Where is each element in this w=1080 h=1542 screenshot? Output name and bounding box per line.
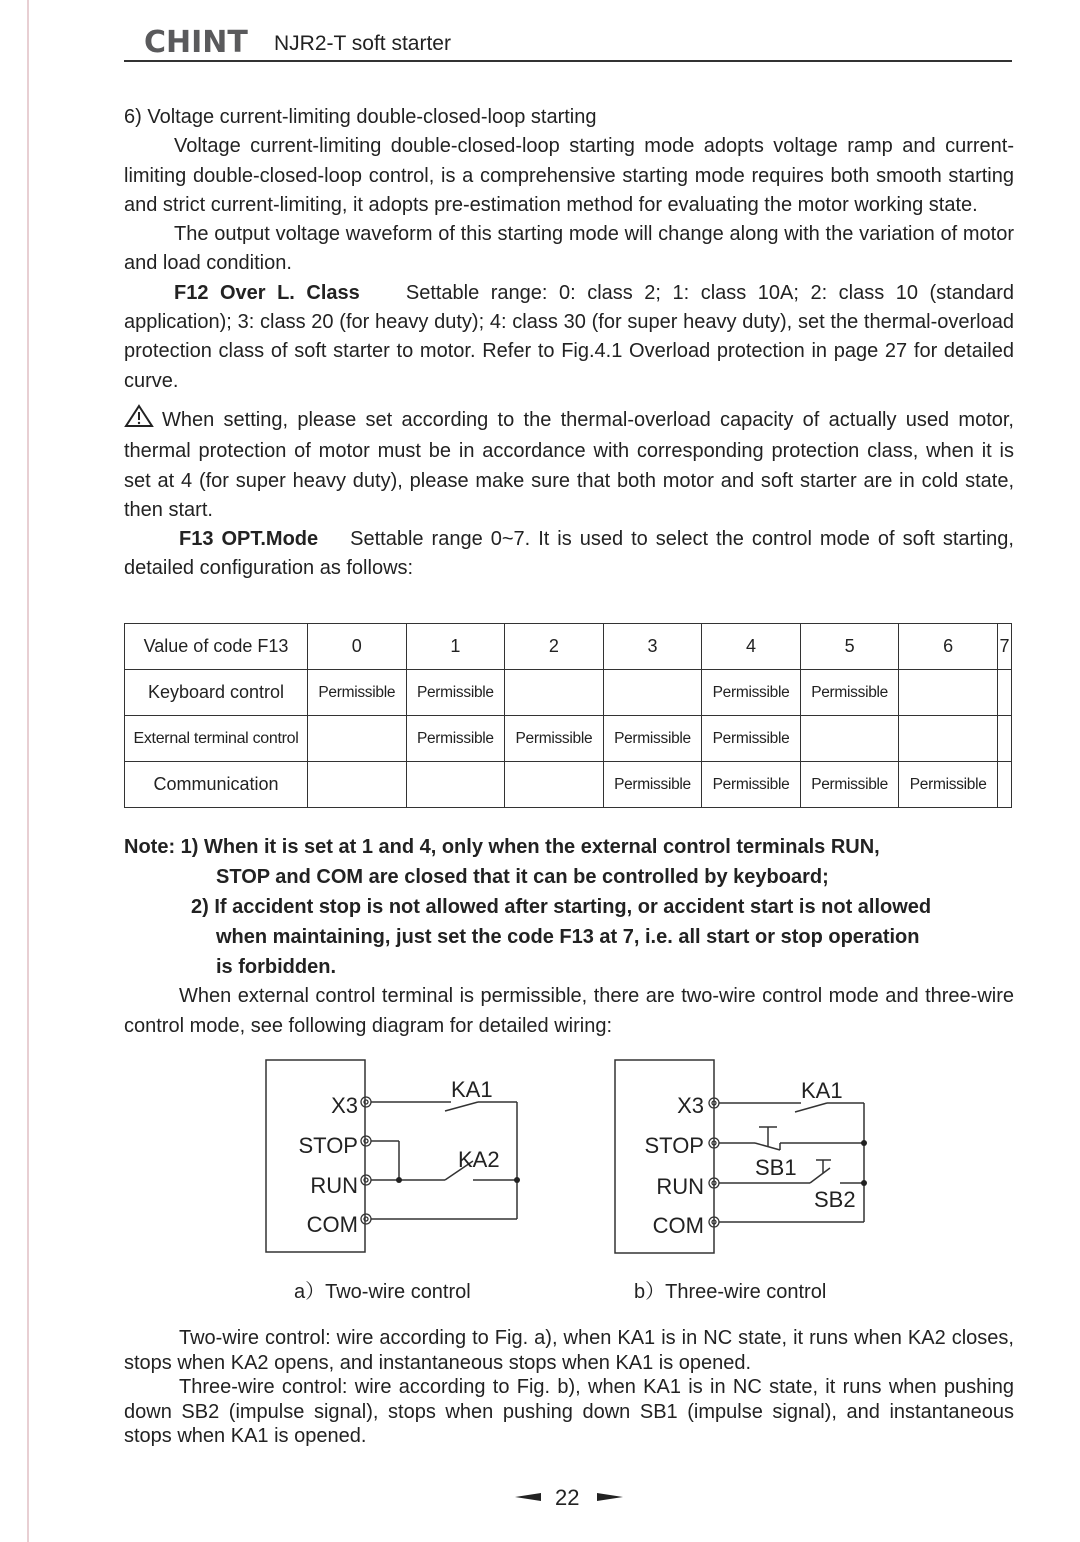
table-cell: Permissible — [308, 670, 407, 716]
note-2-line-2: when maintaining, just set the code F13 at 7, i.e. all start or stop operation — [216, 926, 920, 948]
f12-paragraph — [124, 279, 1014, 396]
table-cell: Permissible — [702, 716, 801, 762]
wiring-intro-text: When external control terminal is permissible, there are two-wire control mode and three-wire control mode, see following diagram for detailed wiring: — [124, 985, 1014, 1037]
table-cell — [505, 670, 604, 716]
two-wire-explanation: Two-wire control: wire according to Fig. a), when KA1 is in NC state, it runs when KA2 closes, stops when KA2 opens, and instantaneous stops when KA1 is opened. — [124, 1327, 1014, 1374]
table-cell — [997, 762, 1011, 808]
wiring-intro — [124, 982, 1014, 1041]
table-cell: Permissible — [603, 762, 702, 808]
table-row — [125, 762, 1012, 808]
warning-paragraph — [124, 404, 1014, 525]
table-header-cell: Value of code F13 — [125, 624, 308, 670]
table-cell: Permissible — [406, 670, 505, 716]
terminal-stop-label: STOP — [644, 1133, 704, 1158]
section-paragraph-1: Voltage current-limiting double-closed-loop starting mode adopts voltage ramp and current-limiting double-closed-loop control, is a comprehensive starting mode requires both smooth starting and strict current-limiting, it adopts pre-estimation method for evaluating the motor working state. — [124, 135, 1014, 216]
table-cell: Permissible — [406, 716, 505, 762]
note-prefix: Note: — [124, 836, 181, 858]
table-cell — [800, 716, 899, 762]
wiring-explanation — [124, 1326, 1014, 1449]
section-paragraph-2: The output voltage waveform of this starting mode will change along with the variation of motor and load condition. — [124, 223, 1014, 275]
table-header-row — [125, 624, 1012, 670]
table-cell: Permissible — [505, 716, 604, 762]
page-header — [124, 22, 1012, 62]
table-cell — [899, 716, 998, 762]
note-2-line-3: is forbidden. — [216, 956, 336, 978]
table-row — [125, 670, 1012, 716]
button-sb2-label: SB2 — [814, 1187, 856, 1212]
two-wire-diagram — [255, 1055, 535, 1260]
section-title: 6) Voltage current-limiting double-closed-loop starting — [124, 106, 597, 128]
table-header-cell: 4 — [702, 624, 801, 670]
contact-ka1-label: KA1 — [451, 1077, 493, 1102]
table-cell: Permissible — [702, 670, 801, 716]
terminal-com-label: COM — [652, 1213, 704, 1238]
main-content — [124, 103, 1014, 584]
contact-ka2-label: KA2 — [458, 1147, 500, 1172]
contact-ka1-label: KA1 — [801, 1078, 843, 1103]
three-wire-explanation: Three-wire control: wire according to Fig. b), when KA1 is in NC state, it runs when pushing down SB2 (impulse signal), stops when pushing down SB1 (impulse signal), and instantaneous stops when KA1 is opened. — [124, 1376, 1014, 1447]
table-cell: Permissible — [899, 762, 998, 808]
table-header-cell: 3 — [603, 624, 702, 670]
three-wire-diagram — [605, 1055, 885, 1260]
table-cell — [899, 670, 998, 716]
note-block — [124, 832, 1014, 982]
table-cell — [308, 762, 407, 808]
two-wire-caption: a）Two-wire control — [294, 1281, 471, 1303]
table-cell — [603, 670, 702, 716]
f12-description: Settable range: 0: class 2; 1: class 10A; 2: class 10 (standard application); 3: class 20 (for heavy duty); 4: class 30 (for super heavy duty), set the thermal-overload protection class of soft starter to motor. Refer to Fig.4.1 Overload protection in page 27 for detailed curve. — [124, 281, 1014, 392]
terminal-x3-label: X3 — [677, 1093, 704, 1118]
f12-code: F12 Over L. Class — [174, 281, 360, 304]
header-divider — [124, 60, 1012, 62]
document-title: NJR2-T soft starter — [274, 32, 451, 55]
table-cell — [997, 670, 1011, 716]
button-sb1-label: SB1 — [755, 1155, 797, 1180]
table-cell — [505, 762, 604, 808]
table-header-cell: 6 — [899, 624, 998, 670]
warning-text: When setting, please set according to the thermal-overload capacity of actually used motor, thermal protection of motor must be in accordance with corresponding protection class, when it is set at 4 (for super heavy duty), please make sure that both motor and soft starter are in cold state, then start. — [124, 408, 1014, 521]
table-header-cell: 1 — [406, 624, 505, 670]
table-cell: Permissible — [800, 762, 899, 808]
table-header-cell: 7 — [997, 624, 1011, 670]
three-wire-caption: b）Three-wire control — [634, 1281, 827, 1303]
page-footer — [515, 1485, 625, 1515]
table-header-cell: 5 — [800, 624, 899, 670]
f13-description: Settable range 0~7. It is used to select the control mode of soft starting, detailed configuration as follows: — [124, 528, 1014, 580]
left-arrow-decoration-icon — [515, 1493, 541, 1501]
terminal-x3-label: X3 — [331, 1093, 358, 1118]
table-header-cell: 2 — [505, 624, 604, 670]
f13-control-mode-table — [124, 623, 1012, 808]
table-header-cell: 0 — [308, 624, 407, 670]
table-cell — [997, 716, 1011, 762]
right-arrow-decoration-icon — [597, 1493, 623, 1501]
table-cell: Permissible — [603, 716, 702, 762]
note-1-text: 1) When it is set at 1 and 4, only when the external control terminals RUN, — [180, 836, 880, 858]
table-cell — [406, 762, 505, 808]
terminal-run-label: RUN — [310, 1173, 358, 1198]
f13-paragraph — [124, 525, 1014, 584]
note-2-line-1: 2) If accident stop is not allowed after starting, or accident start is not allowed — [191, 896, 932, 918]
table-row — [125, 716, 1012, 762]
table-row-label: Communication — [125, 762, 308, 808]
terminal-run-label: RUN — [656, 1174, 704, 1199]
page-margin-line — [27, 0, 29, 1542]
terminal-com-label: COM — [306, 1212, 358, 1237]
table-cell: Permissible — [800, 670, 899, 716]
terminal-stop-label: STOP — [298, 1133, 358, 1158]
f13-code: F13 OPT.Mode — [179, 528, 319, 551]
note-1-line-2: STOP and COM are closed that it can be controlled by keyboard; — [216, 866, 829, 888]
table-row-label: External terminal control — [125, 716, 308, 762]
chint-logo: CHINT — [144, 25, 248, 60]
page-number: 22 — [555, 1485, 580, 1510]
table-row-label: Keyboard control — [125, 670, 308, 716]
warning-triangle-icon — [124, 404, 154, 437]
note-1-line-1 — [124, 832, 1014, 862]
table-cell — [308, 716, 407, 762]
table-cell: Permissible — [702, 762, 801, 808]
